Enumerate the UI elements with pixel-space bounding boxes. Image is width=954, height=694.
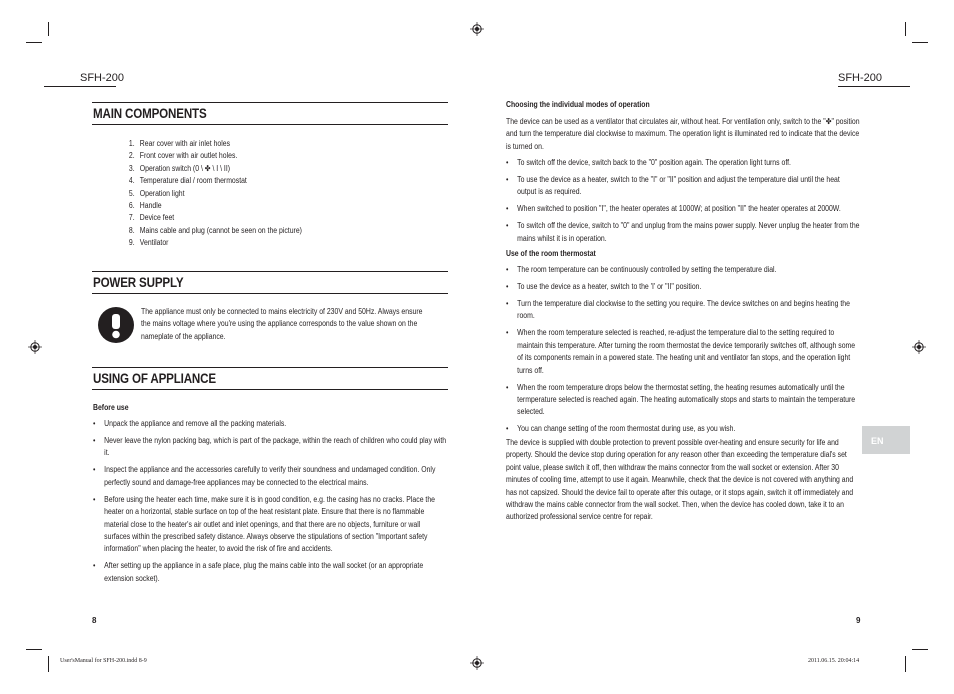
page-number-right: 9 bbox=[856, 616, 861, 625]
language-tab: EN bbox=[862, 426, 910, 454]
list-item: • When the room temperature selected is reached, re-adjust the temperature dial to the setting required to maintain this temperature. After turning the room thermostat the device temporarily switches off, although some of its components remain in a powered state. The heating unit and ventilator fan stops, and the operation light turns off. bbox=[506, 327, 860, 377]
protection-paragraph: The device is supplied with double protection to prevent possible over-heating and ensure security for life and property. Should the device stop during operation for any reason other than exceeding the temperature dial's set point value, please switch it off, then withdraw the mains connector from the wall socket or extension. After 30 minutes of cooling time, attempt to use it again. Meanwhile, check that the device is not covered with anything and has not capsized. Should the device fail to operate after this outage, or it stops again, switch it off immediately and withdraw the mains cable connector from the wall socket. Then, when the device has cooled down, take it to an authorized professional service centre for repair. bbox=[506, 438, 854, 522]
list-item: • The room temperature can be continuously controlled by setting the temperature dial. bbox=[506, 264, 860, 276]
power-supply-text: The appliance must only be connected to mains electricity of 230V and 50Hz. Always ensure the mains voltage where you're using the appliance corresponds to the value shown on the nameplate of the appliance. bbox=[141, 307, 423, 341]
section-rule bbox=[92, 293, 448, 294]
component-number: 7. bbox=[128, 213, 135, 223]
component-text: Front cover with air outlet holes. bbox=[139, 151, 238, 161]
list-item: • To switch off the device, switch back to the "0" position again. The operation light turns off. bbox=[506, 157, 860, 169]
thermostat-list bbox=[506, 264, 860, 440]
components-list bbox=[120, 138, 302, 250]
component-number: 6. bbox=[128, 200, 135, 210]
registration-mark-icon bbox=[470, 22, 484, 36]
list-item: • To use the device as a heater, switch to the 'I' or "II" position. bbox=[506, 281, 860, 293]
modes-heading: Choosing the individual modes of operation bbox=[506, 100, 650, 109]
component-item bbox=[120, 150, 302, 162]
list-item: • Inspect the appliance and the accessories carefully to verify their soundness and undamaged condition. Only perfectly sound and damage-free appliances may be connected to the electrical mains. bbox=[93, 464, 447, 489]
list-item: • To use the device as a heater, switch to the "I" or "II" position and adjust the temperature dial until the heat output is as required. bbox=[506, 174, 860, 199]
list-item: • After setting up the appliance in a safe place, plug the mains cable into the wall socket (or an appropriate extension socket). bbox=[93, 560, 447, 585]
registration-mark-icon bbox=[470, 656, 484, 670]
header-rule-right bbox=[838, 86, 910, 87]
component-item bbox=[120, 163, 302, 175]
model-label-right: SFH-200 bbox=[838, 72, 883, 84]
component-item bbox=[120, 200, 302, 212]
warning-exclamation-icon bbox=[98, 307, 134, 343]
before-use-list bbox=[93, 418, 447, 590]
section-rule bbox=[92, 124, 448, 125]
list-item: • When switched to position "I", the heater operates at 1000W; at position "II" the heater operates at 2000W. bbox=[506, 203, 860, 215]
exclamation-icon bbox=[98, 307, 134, 343]
component-text: Operation switch (0 \ ✤ \ I \ II) bbox=[139, 163, 231, 173]
list-item: • Unpack the appliance and remove all the packing materials. bbox=[93, 418, 447, 430]
crop-mark bbox=[26, 649, 42, 650]
crop-mark bbox=[48, 656, 49, 672]
registration-mark-icon bbox=[912, 340, 926, 354]
crop-mark bbox=[912, 649, 928, 650]
list-item: • To switch off the device, switch to "0" and unplug from the mains power supply. Never unplug the heater from the mains whilst it is in operation. bbox=[506, 220, 860, 245]
component-item bbox=[120, 138, 302, 150]
section-title-power-supply: POWER SUPPLY bbox=[93, 275, 184, 290]
component-text: Rear cover with air inlet holes bbox=[139, 139, 231, 148]
section-rule bbox=[92, 271, 448, 272]
section-title-using-appliance: USING OF APPLIANCE bbox=[93, 371, 216, 386]
section-rule bbox=[92, 367, 448, 368]
component-item bbox=[120, 237, 302, 249]
component-text: Operation light bbox=[139, 188, 185, 198]
component-number: 5. bbox=[128, 188, 135, 198]
component-text: Ventilator bbox=[139, 238, 169, 248]
component-item bbox=[120, 225, 302, 237]
component-number: 2. bbox=[128, 151, 135, 161]
section-title-main-components: MAIN COMPONENTS bbox=[93, 106, 207, 121]
list-item: • You can change setting of the room thermostat during use, as you wish. bbox=[506, 423, 860, 435]
modes-intro: The device can be used as a ventilator that circulates air, without heat. For ventilation only, switch to the "✤" position and turn the temperature dial clockwise to maximum. The operation light is illuminated red to indicate that the device is turned on. bbox=[506, 117, 860, 151]
model-label-left: SFH-200 bbox=[80, 72, 125, 84]
thermostat-heading: Use of the room thermostat bbox=[506, 249, 596, 258]
crop-mark bbox=[905, 22, 906, 36]
component-number: 1. bbox=[128, 139, 135, 148]
crop-mark bbox=[26, 42, 42, 43]
list-item: • Never leave the nylon packing bag, which is part of the package, within the reach of children who could play with it. bbox=[93, 435, 447, 460]
component-text: Mains cable and plug (cannot be seen on the picture) bbox=[139, 225, 302, 235]
component-number: 3. bbox=[128, 163, 135, 173]
footer-timestamp: 2011.06.15. 20:04:14 bbox=[808, 658, 860, 664]
crop-mark bbox=[48, 22, 49, 36]
registration-mark-icon bbox=[28, 340, 42, 354]
footer-file-name: User'sManual for SFH-200.indd 8-9 bbox=[60, 658, 147, 664]
modes-list bbox=[506, 157, 860, 250]
component-number: 9. bbox=[128, 238, 135, 248]
component-text: Handle bbox=[139, 200, 162, 210]
page-number-left: 8 bbox=[92, 616, 97, 625]
component-text: Temperature dial / room thermostat bbox=[139, 176, 247, 186]
component-text: Device feet bbox=[139, 213, 175, 223]
component-number: 4. bbox=[128, 176, 135, 186]
list-item: • Before using the heater each time, make sure it is in good condition, e.g. the casing has no cracks. Place the heater on a horizontal, stable surface on top of the heat resistant plate. Ensure that there is no flammable material close to the heater's air outlet and inlet openings, and that there are no objects, furniture or wall surfaces within the prescribed safety distance. Always observe the stipulations of section "Important safety information" when placing the heater, to avoid the risk of fire and accidents. bbox=[93, 494, 447, 556]
section-rule bbox=[92, 389, 448, 390]
section-rule bbox=[92, 102, 448, 103]
component-item bbox=[120, 212, 302, 224]
crop-mark bbox=[912, 42, 928, 43]
component-item bbox=[120, 188, 302, 200]
component-number: 8. bbox=[128, 225, 135, 235]
header-rule-left bbox=[44, 86, 116, 87]
component-item bbox=[120, 175, 302, 187]
crop-mark bbox=[905, 656, 906, 672]
list-item: • When the room temperature drops below the thermostat setting, the heating resumes automatically until the termperature selected is reached again. The heating automatically stops and starts to maintain the temperature selected. bbox=[506, 382, 860, 419]
before-use-heading: Before use bbox=[93, 403, 129, 412]
list-item: • Turn the temperature dial clockwise to the setting you require. The device switches on and begins heating the room. bbox=[506, 298, 860, 323]
